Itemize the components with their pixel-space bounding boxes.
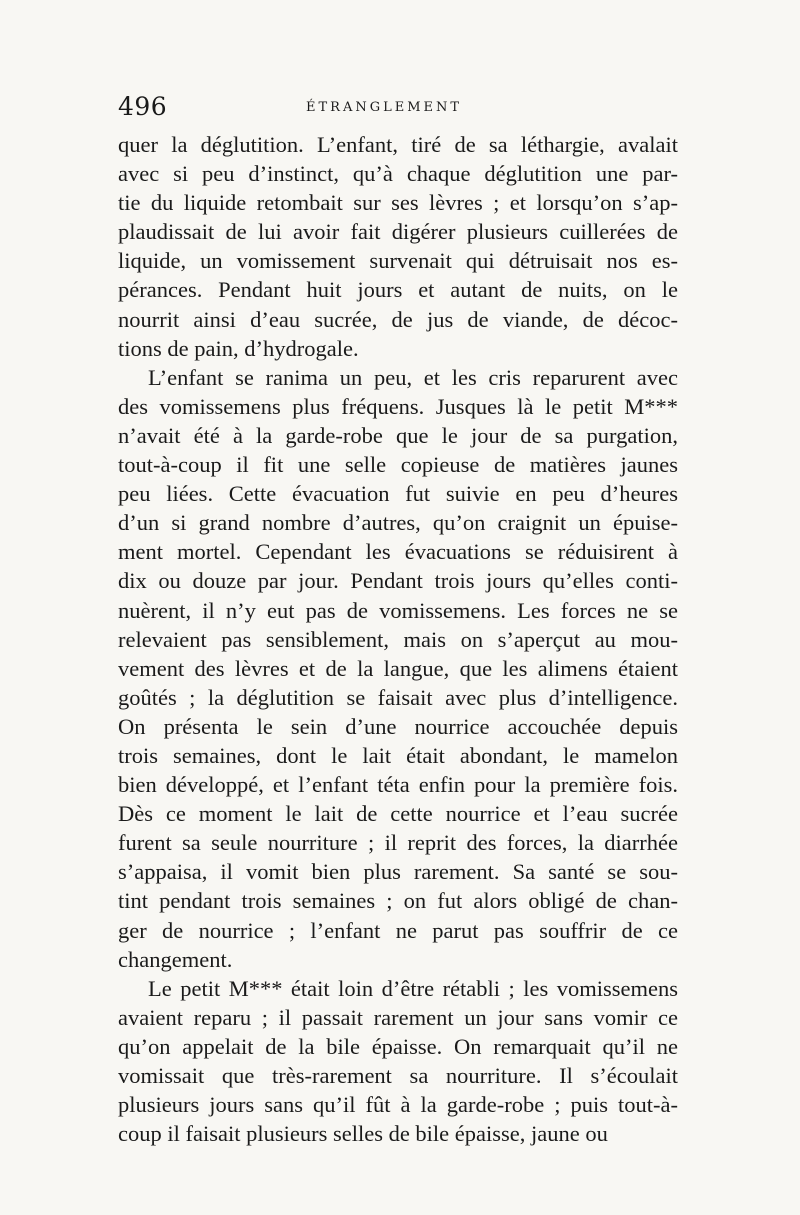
text-line: pérances. Pendant huit jours et autant de nuits, on le [118, 277, 678, 303]
text-line: avaient reparu ; il passait rarement un jour sans vomir ce [118, 1004, 678, 1030]
text-line: d’un si grand nombre d’autres, qu’on craignit un épuise- [118, 510, 678, 536]
page-header [118, 92, 678, 124]
text-line: s’appaisa, il vomit bien plus rarement. Sa santé se sou- [118, 859, 678, 885]
text-line: peu liées. Cette évacuation fut suivie en peu d’heures [118, 481, 678, 507]
text-line: On présenta le sein d’une nourrice accouchée depuis [118, 713, 678, 739]
paragraph [118, 363, 678, 974]
text-line: dix ou douze par jour. Pendant trois jours qu’elles conti- [118, 568, 678, 594]
text-line: goûtés ; la déglutition se faisait avec plus d’intelligence. [118, 684, 678, 710]
text-line: vement des lèvres et de la langue, que les alimens étaient [118, 655, 678, 681]
text-line: changement. [118, 946, 233, 972]
page-number: 496 [118, 92, 168, 121]
text-line: vomissait que très-rarement sa nourriture. Il s’écoulait [118, 1063, 678, 1088]
text-line: qu’on appelait de la bile épaisse. On remarquait qu’il ne [118, 1033, 678, 1059]
text-line: liquide, un vomissement survenait qui détruisait nos es- [118, 248, 678, 274]
text-line: nourrit ainsi d’eau sucrée, de jus de viande, de décoc- [118, 306, 678, 332]
text-line: tions de pain, d’hydrogale. [118, 335, 359, 361]
text-line: bien développé, et l’enfant téta enfin pour la première fois. [118, 772, 678, 798]
text-line: quer la déglutition. L’enfant, tiré de sa léthargie, avalait [118, 132, 678, 157]
text-line: furent sa seule nourriture ; il reprit des forces, la diarrhée [118, 830, 678, 856]
running-title: ÉTRANGLEMENT [306, 100, 463, 115]
body-text [118, 130, 678, 1148]
text-line: plusieurs jours sans qu’il fût à la garde-robe ; puis tout-à- [118, 1092, 678, 1118]
text-line: Dès ce moment le lait de cette nourrice et l’eau sucrée [118, 801, 678, 827]
text-line: avec si peu d’instinct, qu’à chaque déglutition une par- [118, 161, 678, 187]
text-line: relevaient pas sensiblement, mais on s’aperçut au mou- [118, 626, 678, 652]
text-line: L’enfant se ranima un peu, et les cris reparurent avec [148, 364, 678, 390]
text-line: des vomissemens plus fréquens. Jusques là le petit M*** [118, 393, 678, 419]
text-line: tout-à-coup il fit une selle copieuse de matières jaunes [118, 452, 678, 478]
text-line: nuèrent, il n’y eut pas de vomissemens. Les forces ne se [118, 597, 678, 623]
text-line: Le petit M*** était loin d’être rétabli ; les vomissemens [148, 975, 678, 1001]
text-line: tie du liquide retombait sur ses lèvres ; et lorsqu’on s’ap- [118, 190, 678, 216]
paragraph [118, 130, 678, 363]
text-line: tint pendant trois semaines ; on fut alors obligé de chan- [118, 888, 678, 914]
text-line: ger de nourrice ; l’enfant ne parut pas souffrir de ce [118, 917, 678, 943]
text-line: trois semaines, dont le lait était abondant, le mamelon [118, 742, 678, 768]
paragraph [118, 974, 678, 1149]
text-line: n’avait été à la garde-robe que le jour de sa purgation, [118, 422, 678, 448]
text-line: plaudissait de lui avoir fait digérer plusieurs cuillerées de [118, 219, 678, 245]
text-line: coup il faisait plusieurs selles de bile épaisse, jaune ou [118, 1121, 608, 1147]
text-line: ment mortel. Cependant les évacuations se réduisirent à [118, 539, 678, 565]
